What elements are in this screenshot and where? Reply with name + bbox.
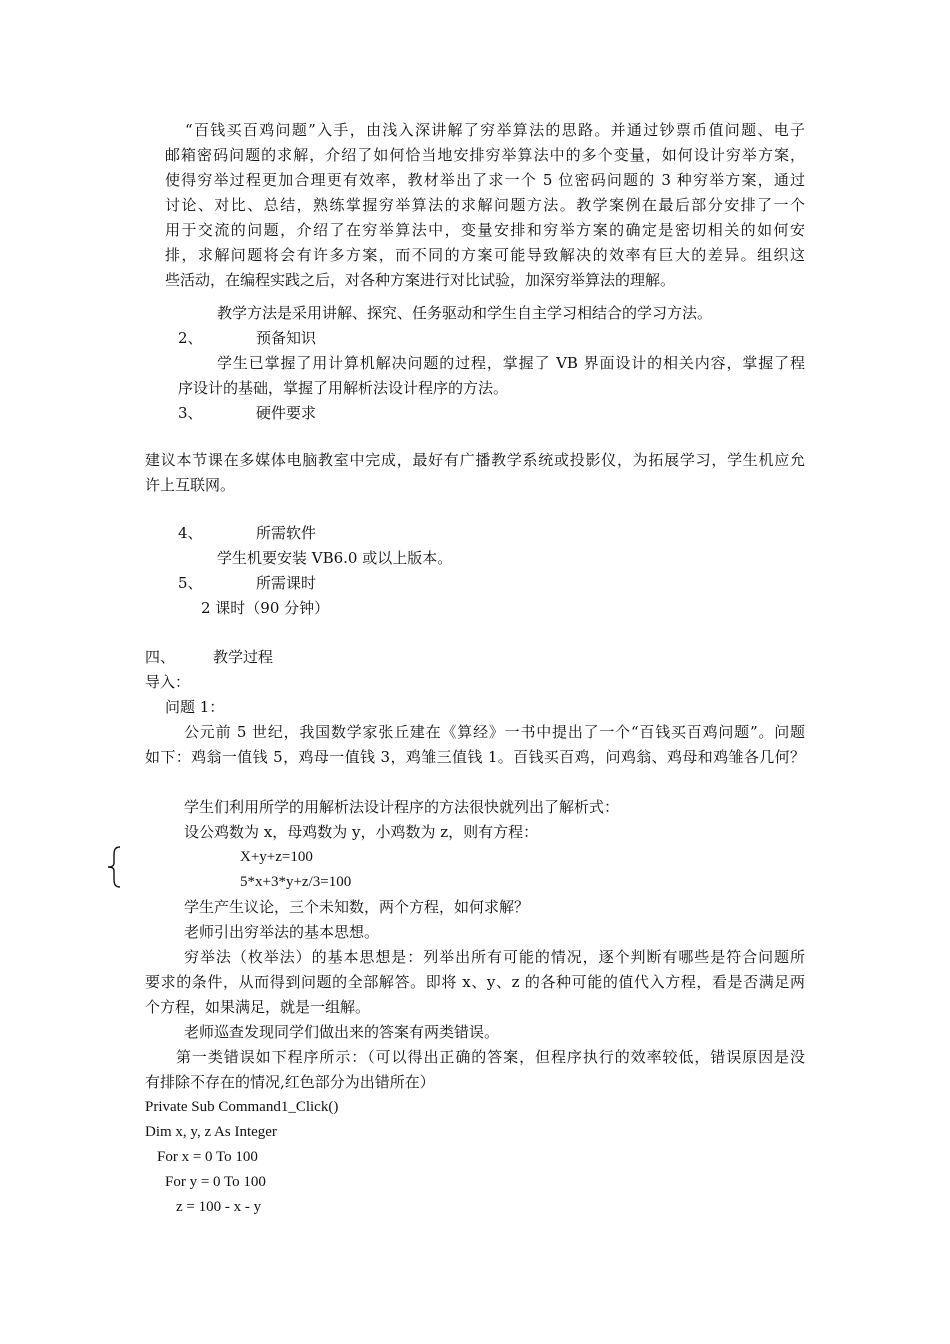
equation-brace	[104, 845, 124, 889]
intro-line-2: 邮箱密码问题的求解，介绍了如何恰当地安排穷举算法中的多个变量，如何设计穷举方案，	[165, 146, 805, 164]
intro-line-6: 排，求解问题将会有许多方案，而不同的方案可能导致解决的效率有巨大的差异。组织这	[165, 246, 805, 264]
section-2-body-1: 学生已掌握了用计算机解决问题的过程，掌握了 VB 界面设计的相关内容，掌握了程	[217, 354, 805, 372]
section-3-number: 3、	[178, 404, 203, 422]
errors-intro: 老师巡查发现同学们做出来的答案有两类错误。	[184, 1023, 500, 1041]
part-4-title: 教学过程	[213, 648, 274, 666]
exhaustive-line-1: 穷举法（枚举法）的基本思想是：列举出所有可能的情况，逐个判断有哪些是符合问题所	[184, 948, 805, 966]
section-4-number: 4、	[178, 524, 203, 542]
section-3-body-2: 许上互联网。	[145, 476, 236, 494]
section-2-title: 预备知识	[256, 329, 317, 347]
part-4-number: 四、	[145, 648, 176, 666]
analysis-line-3: 学生产生议论，三个未知数，两个方程，如何求解？	[184, 898, 530, 916]
first-error-line-2: 有排除不存在的情况,红色部分为出错所在）	[145, 1073, 435, 1091]
section-5-number: 5、	[178, 574, 203, 592]
section-2-body-2: 序设计的基础，掌握了用解析法设计程序的方法。	[178, 379, 509, 397]
teaching-method: 教学方法是采用讲解、探究、任务驱动和学生自主学习相结合的学习方法。	[217, 304, 713, 322]
problem-1-text-1: 公元前 5 世纪，我国数学家张丘建在《算经》一书中提出了一个“百钱买百鸡问题”。问题	[184, 723, 805, 741]
code-line-5: z = 100 - x - y	[176, 1199, 262, 1215]
section-3-body-1: 建议本节课在多媒体电脑教室中完成，最好有广播教学系统或投影仪，为拓展学习，学生机应允	[145, 451, 805, 469]
intro-line-7: 些活动，在编程实践之后，对各种方案进行对比试验，加深穷举算法的理解。	[165, 271, 676, 289]
analysis-line-1: 学生们利用所学的用解析法设计程序的方法很快就列出了解析式：	[184, 798, 620, 816]
intro-line-4: 讨论、对比、总结，熟练掌握穷举算法的求解问题方法。教学案例在最后部分安排了一个	[165, 196, 805, 214]
analysis-line-2: 设公鸡数为 x，母鸡数为 y，小鸡数为 z，则有方程：	[184, 823, 539, 841]
analysis-line-4: 老师引出穷举法的基本思想。	[184, 923, 380, 941]
intro-line-5: 用于交流的问题，介绍了在穷举算法中，变量安排和穷举方案的确定是密切相关的如何安	[165, 221, 805, 239]
section-4-body: 学生机要安装 VB6.0 或以上版本。	[217, 549, 453, 567]
lead-in-label: 导入：	[145, 673, 191, 691]
intro-line-3: 使得穷举过程更加合理更有效率，教材举出了求一个 5 位密码问题的 3 种穷举方案，通过	[165, 171, 805, 189]
section-4-title: 所需软件	[256, 524, 317, 542]
problem-1-label: 问题 1：	[165, 698, 225, 716]
equation-2: 5*x+3*y+z/3=100	[240, 874, 352, 890]
section-5-body: 2 课时（90 分钟）	[201, 599, 330, 617]
code-line-3: For x = 0 To 100	[157, 1149, 258, 1165]
code-line-1: Private Sub Command1_Click()	[145, 1099, 339, 1115]
section-3-title: 硬件要求	[256, 404, 317, 422]
exhaustive-line-2: 要求的条件，从而得到问题的全部解答。即将 x、y、z 的各种可能的值代入方程，看是否满足两	[145, 973, 805, 991]
first-error-line-1: 第一类错误如下程序所示：（可以得出正确的答案，但程序执行的效率较低，错误原因是没	[176, 1048, 805, 1066]
equation-1: X+y+z=100	[240, 849, 313, 865]
code-line-2: Dim x, y, z As Integer	[145, 1124, 277, 1140]
exhaustive-line-3: 个方程，如果满足，就是一组解。	[145, 998, 371, 1016]
section-2-number: 2、	[178, 329, 203, 347]
code-line-4: For y = 0 To 100	[165, 1174, 266, 1190]
problem-1-text-2: 如下：鸡翁一值钱 5，鸡母一值钱 3，鸡雏三值钱 1。百钱买百鸡，问鸡翁、鸡母和鸡雏各几何？	[145, 748, 805, 766]
section-5-title: 所需课时	[256, 574, 317, 592]
intro-line-1: “百钱买百鸡问题”入手，由浅入深讲解了穷举算法的思路。并通过钞票币值问题、电子	[185, 121, 805, 139]
